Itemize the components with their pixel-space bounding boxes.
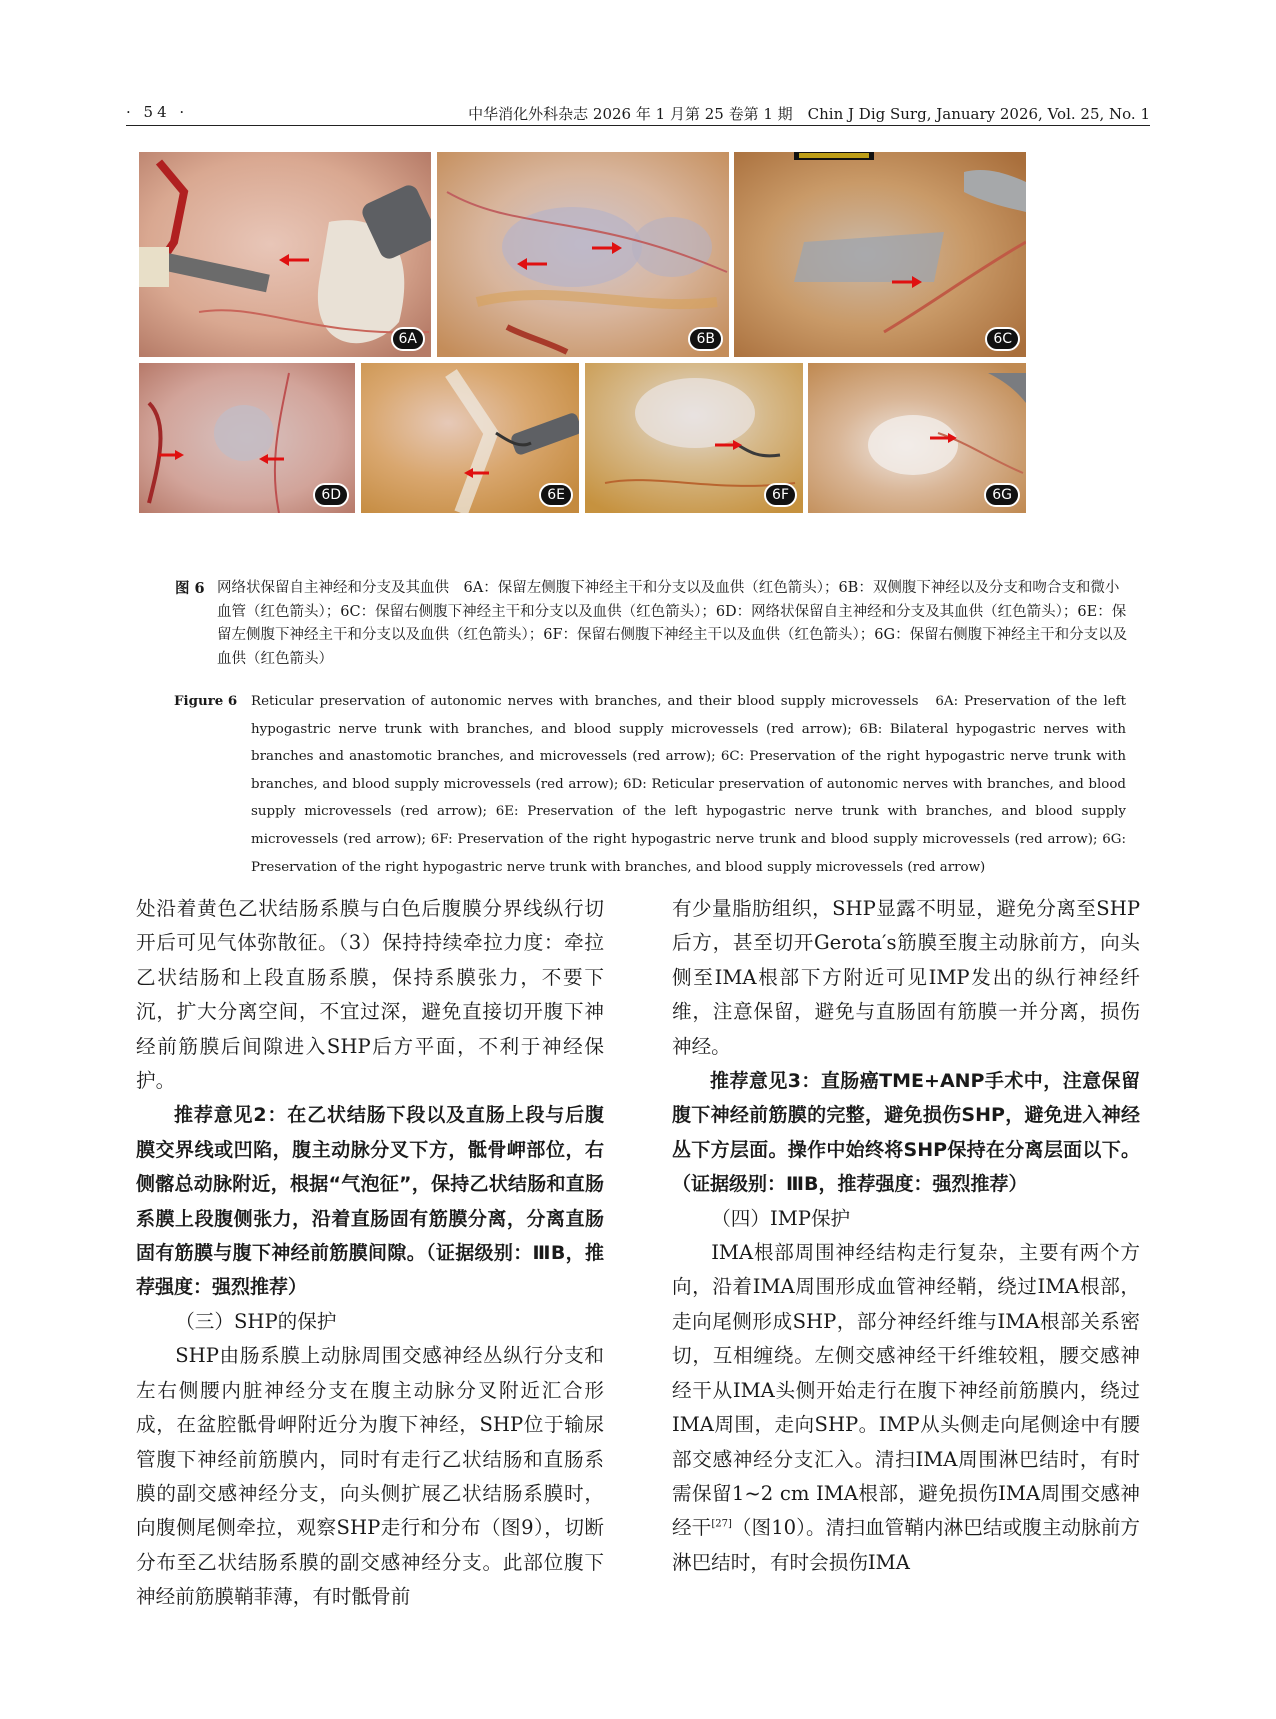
recommendation-3: 推荐意见3：直肠癌TME+ANP手术中，注意保留腹下神经前筋膜的完整，避免损伤SHP，避免进入神经丛下方层面。操作中始终将SHP保持在分离层面以下。（证据级别：ⅢB，推荐强度：强烈推荐） xyxy=(672,1070,1140,1196)
journal-info: 中华消化外科杂志 2026 年 1 月第 25 卷第 1 期 Chin J Dig Surg, January 2026, Vol. 25, No. 1 xyxy=(468,105,1150,123)
section-heading-imp: （四）IMP保护 xyxy=(711,1206,851,1230)
citation-ref[interactable]: [27] xyxy=(711,1518,732,1530)
section-heading-shp: （三）SHP的保护 xyxy=(175,1309,337,1333)
panel-6A xyxy=(139,152,431,357)
panel-label-6E: 6E xyxy=(539,483,573,507)
panel-6D xyxy=(139,363,355,513)
paragraph: 有少量脂肪组织，SHP显露不明显，避免分离至SHP后方，甚至切开Gerota′s筋膜至腹主动脉前方，向头侧至IMA根部下方附近可见IMP发出的纵行神经纤维，注意保留，避免与直肠固有筋膜一并分离，损伤神经。 xyxy=(672,897,1140,1058)
panel-label-6A: 6A xyxy=(391,327,425,351)
panel-label-6F: 6F xyxy=(764,483,797,507)
paragraph: 处沿着黄色乙状结肠系膜与白色后腹膜分界线纵行切开后可见气体弥散征。（3）保持持续牵拉力度：牵拉乙状结肠和上段直肠系膜，保持系膜张力，不要下沉，扩大分离空间，不宜过深，避免直接切开腹下神经前筋膜后间隙进入SHP后方平面，不利于神经保护。 xyxy=(136,897,604,1093)
paragraph-text: （图10）。清扫血管鞘内淋巴结或腹主动脉前方淋巴结时，有时会损伤IMA xyxy=(672,1516,1141,1574)
panel-label-6C: 6C xyxy=(985,327,1020,351)
surgical-photo-6A xyxy=(139,152,431,357)
caption-cn-text: 网络状保留自主神经和分支及其血供 6A：保留左侧腹下神经主干和分支以及血供（红色箭头）；6B：双侧腹下神经以及分支和吻合支和微小血管（红色箭头）；6C：保留右侧腹下神经主干和分支以及血供（红色箭头）；6D：网络状保留自主神经和分支及其血供（红色箭头）；6E：保留左侧腹下神经主干和分支以及血供（红色箭头）；6F：保留右侧腹下神经主干以及血供（红色箭头）；6G：保留右侧腹下神经主干和分支以及血供（红色箭头） xyxy=(217,580,1128,667)
panel-label-6G: 6G xyxy=(984,483,1020,507)
left-column xyxy=(136,892,604,1615)
figure-caption-english xyxy=(174,688,1126,881)
surgical-photo-6C xyxy=(734,152,1026,357)
paragraph xyxy=(672,1236,1140,1580)
caption-en-text: Reticular preservation of autonomic nerves with branches, and their blood supply microvessels 6A: Preservation of the left hypogastric nerve trunk with branches, and blood supply microvessels (red arrow); 6B: Bilateral hypogastric nerves with branches and anastomotic branches, and microvessels (red arrow); 6C: Preservation of the right hypogastric nerve trunk with branches, and blood supply microvessels (red arrow); 6D: Reticular preservation of autonomic nerves with branches, and blood supply microvessels (red arrow); 6E: Preservation of the left hypogastric nerve trunk with branches, and blood supply microvessels (red arrow); 6F: Preservation of the right hypogastric nerve trunk and blood supply microvessels (red arrow); 6G: Preservation of the right hypogastric nerve trunk with branches, and blood supply microvessels (red arrow) xyxy=(251,694,1126,875)
caption-en-label: Figure 6 xyxy=(174,693,238,709)
panel-6B xyxy=(437,152,729,357)
paragraph-text: IMA根部周围神经结构走行复杂，主要有两个方向，沿着IMA周围形成血管神经鞘，绕过IMA根部，走向尾侧形成SHP，部分神经纤维与IMA根部关系密切，互相缠绕。左侧交感神经干纤维较粗，腰交感神经干从IMA头侧开始走行在腹下神经前筋膜内，绕过IMA周围，走向SHP。IMP从头侧走向尾侧途中有腰部交感神经分支汇入。清扫IMA周围淋巴结时，有时需保留1~2 cm IMA根部，避免损伤IMA周围交感神经干 xyxy=(672,1241,1140,1540)
figure-caption-chinese xyxy=(175,577,1130,671)
paragraph: SHP由肠系膜上动脉周围交感神经丛纵行分支和左右侧腰内脏神经分支在腹主动脉分叉附近汇合形成，在盆腔骶骨岬附近分为腹下神经，SHP位于输尿管腹下神经前筋膜内，同时有走行乙状结肠和直肠系膜的副交感神经分支，向头侧扩展乙状结肠系膜时，向腹侧尾侧牵拉，观察SHP走行和分布（图9），切断分布至乙状结肠系膜的副交感神经分支。此部位腹下神经前筋膜鞘菲薄，有时骶骨前 xyxy=(136,1344,604,1609)
panel-6F xyxy=(585,363,803,513)
panel-6G xyxy=(808,363,1026,513)
right-column xyxy=(672,892,1140,1580)
panel-6C xyxy=(734,152,1026,357)
panel-label-6D: 6D xyxy=(313,483,349,507)
panel-label-6B: 6B xyxy=(688,327,723,351)
recommendation-2: 推荐意见2：在乙状结肠下段以及直肠上段与后腹膜交界线或凹陷，腹主动脉分叉下方，骶骨岬部位，右侧髂总动脉附近，根据“气泡征”，保持乙状结肠和直肠系膜上段腹侧张力，沿着直肠固有筋膜分离，分离直肠固有筋膜与腹下神经前筋膜间隙。（证据级别：ⅢB，推荐强度：强烈推荐） xyxy=(136,1104,604,1299)
running-header xyxy=(126,101,1150,126)
surgical-photo-6B xyxy=(437,152,729,357)
page-number: · 54 · xyxy=(126,103,189,121)
caption-cn-label: 图 6 xyxy=(175,580,205,597)
panel-6E xyxy=(361,363,579,513)
